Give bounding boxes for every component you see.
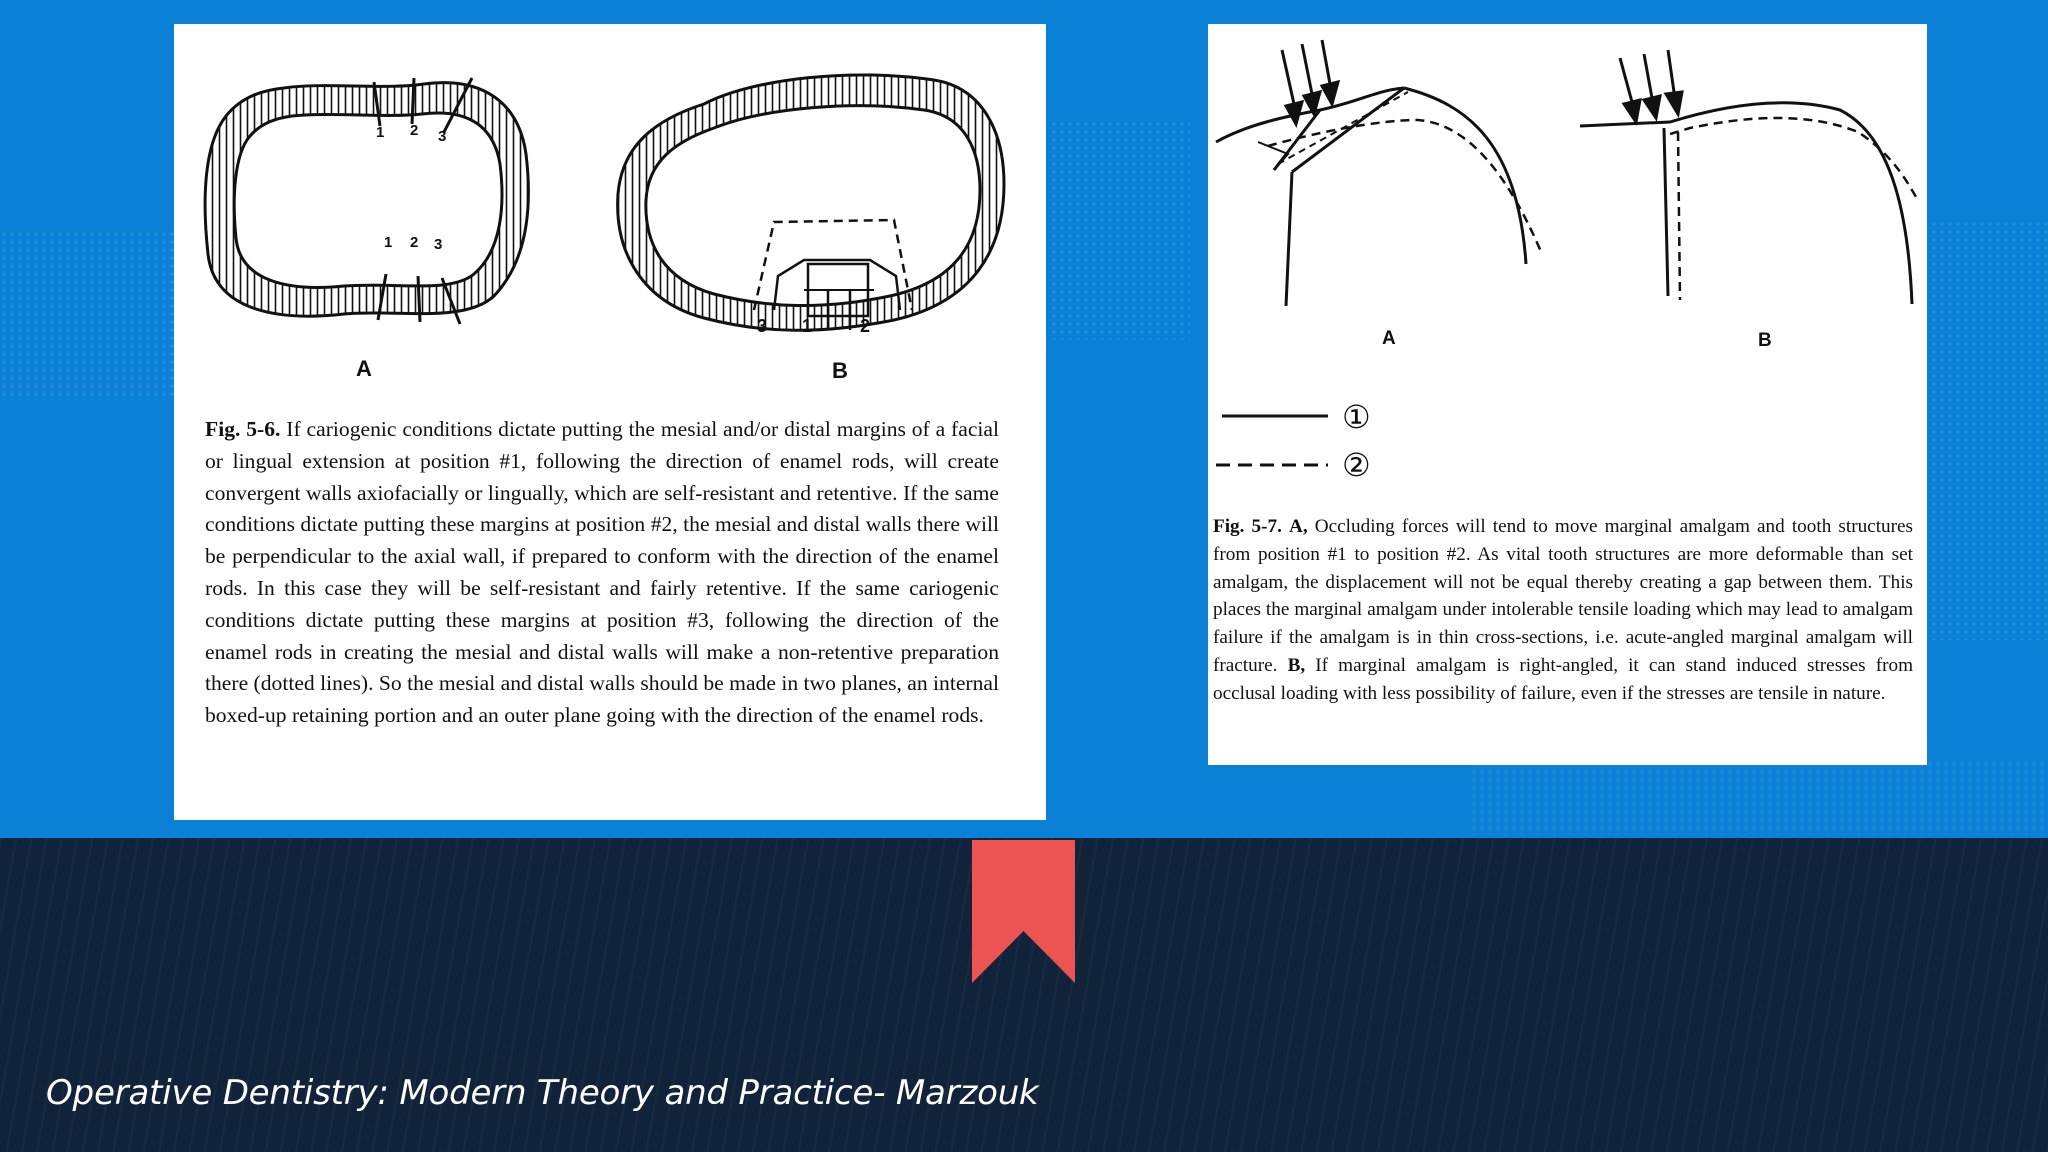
- source-caption: Operative Dentistry: Modern Theory and Practice- Marzouk: [46, 1073, 1039, 1113]
- figure-5-6-id: Fig. 5-6.: [205, 417, 281, 441]
- diagram-a-marker-2: 2: [410, 122, 419, 139]
- figure-5-7-id: Fig. 5-7.: [1213, 516, 1282, 537]
- figure-5-7-part-a: A,: [1289, 516, 1308, 537]
- legend-marker-2: ②: [1342, 446, 1371, 484]
- figure-5-6-caption: [205, 414, 999, 732]
- diagram-a-cavity-outline: [205, 78, 528, 324]
- diagram-a-marker-3: 3: [438, 128, 447, 145]
- figure-5-7-caption: [1213, 513, 1913, 708]
- world-map-dots: [1930, 220, 2048, 640]
- figure-5-7-panel: [1208, 24, 1927, 765]
- diagram-b-cavity-outline: [618, 75, 1004, 330]
- figure-5-7-text-b: If marginal amalgam is right-angled, it can stand induced stresses from occlusal loading with less possibility of failure, even if the stresses are tensile in nature.: [1213, 654, 1914, 704]
- diagram-b-marker-1: 1: [802, 316, 813, 336]
- diagram-b-marker-3: 3: [757, 316, 768, 336]
- figure-5-6-text: If cariogenic conditions dictate putting the mesial and/or distal margins of a facial or lingual extension at position #1, following the direction of enamel rods, will create convergent walls axiofacially or lingually, which are self-resistant and retentive. If the same conditions dictate putting these margins at position #2, the mesial and distal walls there will be perpendicular to the axial wall, if prepared to conform with the direction of the enamel rods. In this case they will be self-resistant and fairly retentive. If the same cariogenic conditions dictate putting these margins at position #3, following the direction of the enamel rods in creating the mesial and distal walls will make a non-retentive preparation there (dotted lines). So the mesial and distal walls should be made in two planes, an internal boxed-up retaining portion and an outer plane going with the direction of the enamel rods.: [205, 417, 999, 728]
- diagram-a-label: A: [1382, 328, 1396, 349]
- diagram-a-marker-3: 3: [434, 236, 443, 253]
- force-arrows-b: [1620, 50, 1682, 122]
- figure-5-7-text-a: Occluding forces will tend to move marginal amalgam and tooth structures from position #1 to position #2. As vital tooth structures are more deformable than set amalgam, the displacement will not be equal thereby creating a gap between them. This places the marginal amalgam under intolerable tensile loading which may lead to amalgam failure if the amalgam is in thin cross-sections, i.e. acute-angled marginal amalgam will fracture.: [1213, 516, 1913, 676]
- diagram-b-marker-2: 2: [860, 316, 871, 336]
- figure-5-6-panel: [174, 24, 1046, 820]
- diagram-b-label: B: [1758, 330, 1772, 351]
- diagram-a-label: A: [356, 356, 372, 381]
- world-map-dots: [1050, 120, 1190, 340]
- bookmark-icon: [972, 840, 1075, 983]
- legend-marker-1: ①: [1342, 398, 1371, 436]
- world-map-dots: [1470, 760, 2048, 835]
- diagram-a-marker-2: 2: [410, 234, 419, 251]
- figure-5-7-part-b: B,: [1287, 654, 1306, 676]
- diagram-b-label: B: [832, 358, 848, 383]
- diagram-b-tooth-section: [1580, 103, 1918, 304]
- diagram-a-tooth-section: [1216, 88, 1542, 306]
- diagram-a-marker-1: 1: [384, 234, 393, 251]
- diagram-a-marker-1: 1: [376, 124, 385, 141]
